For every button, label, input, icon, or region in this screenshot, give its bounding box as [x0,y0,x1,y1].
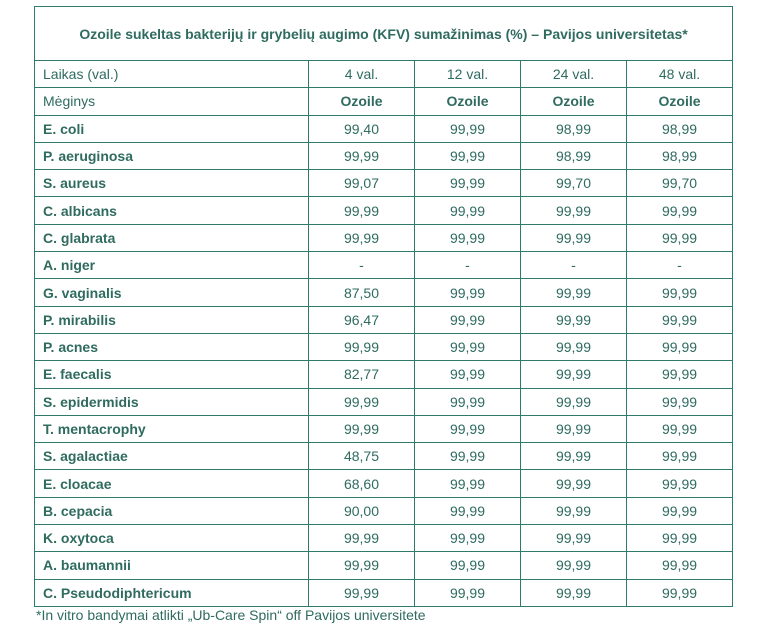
title-row [35,7,733,61]
reduction-value: 99,99 [627,361,733,388]
time-header-row [35,61,733,88]
table-row [35,333,733,360]
reduction-value: 99,99 [627,552,733,579]
reduction-value: 98,99 [521,115,627,142]
table-row [35,252,733,279]
time-4h: 4 val. [309,61,415,88]
reduction-value: 99,99 [521,497,627,524]
organism-name: E. cloacae [35,470,309,497]
reduction-value: 48,75 [309,443,415,470]
table-row [35,306,733,333]
table-row [35,525,733,552]
reduction-value: 82,77 [309,361,415,388]
sample-label: Ozoile [521,88,627,115]
reduction-value: 99,99 [521,470,627,497]
reduction-value: 99,99 [415,361,521,388]
organism-name: E. faecalis [35,361,309,388]
reduction-value: 87,50 [309,279,415,306]
reduction-value: 99,99 [521,224,627,251]
reduction-value: 99,99 [309,579,415,606]
reduction-value: 99,99 [415,470,521,497]
results-table [34,6,733,607]
table-row [35,579,733,606]
organism-name: E. coli [35,115,309,142]
organism-name: T. mentacrophy [35,415,309,442]
reduction-value: - [521,252,627,279]
table-row [35,497,733,524]
table-row [35,224,733,251]
reduction-value: 99,99 [415,197,521,224]
reduction-value: 99,99 [309,142,415,169]
reduction-value: 99,99 [415,525,521,552]
reduction-value: 99,70 [521,170,627,197]
reduction-value: 99,99 [415,170,521,197]
reduction-value: 99,99 [521,552,627,579]
reduction-value: 99,99 [415,552,521,579]
organism-name: A. niger [35,252,309,279]
table-row [35,470,733,497]
organism-name: P. mirabilis [35,306,309,333]
reduction-value: 99,99 [521,415,627,442]
reduction-value: - [415,252,521,279]
reduction-value: 99,99 [415,306,521,333]
reduction-value: 99,99 [521,525,627,552]
reduction-value: 98,99 [521,142,627,169]
reduction-value: 99,99 [309,525,415,552]
reduction-value: 99,99 [415,224,521,251]
organism-name: C. albicans [35,197,309,224]
table-row [35,279,733,306]
table-row [35,115,733,142]
table-row [35,197,733,224]
table-row [35,170,733,197]
reduction-value: 99,99 [415,388,521,415]
organism-name: C. Pseudodiphtericum [35,579,309,606]
reduction-value: 99,99 [415,415,521,442]
reduction-value: 99,99 [415,115,521,142]
reduction-value: 99,99 [309,388,415,415]
organism-name: A. baumannii [35,552,309,579]
reduction-value: 99,99 [521,443,627,470]
organism-name: S. aureus [35,170,309,197]
reduction-value: 99,99 [627,497,733,524]
reduction-value: 99,99 [415,279,521,306]
reduction-value: 99,99 [627,279,733,306]
organism-name: P. acnes [35,333,309,360]
reduction-value: 99,99 [415,142,521,169]
reduction-value: 99,99 [415,333,521,360]
reduction-value: 99,99 [521,361,627,388]
table-body [35,7,733,607]
reduction-value: 99,99 [521,279,627,306]
sample-header: Mėginys [35,88,309,115]
organism-name: C. glabrata [35,224,309,251]
organism-name: P. aeruginosa [35,142,309,169]
sample-label: Ozoile [309,88,415,115]
reduction-value: 96,47 [309,306,415,333]
reduction-value: 99,99 [309,197,415,224]
results-table-container [34,6,732,607]
organism-name: G. vaginalis [35,279,309,306]
time-header: Laikas (val.) [35,61,309,88]
reduction-value: 99,99 [521,197,627,224]
reduction-value: 99,99 [415,497,521,524]
reduction-value: 99,07 [309,170,415,197]
reduction-value: 99,99 [627,443,733,470]
reduction-value: 68,60 [309,470,415,497]
organism-name: K. oxytoca [35,525,309,552]
reduction-value: 99,99 [521,579,627,606]
table-row [35,443,733,470]
reduction-value: 99,99 [627,579,733,606]
reduction-value: 99,99 [521,333,627,360]
table-row [35,142,733,169]
organism-name: B. cepacia [35,497,309,524]
time-24h: 24 val. [521,61,627,88]
organism-name: S. epidermidis [35,388,309,415]
reduction-value: 99,99 [521,306,627,333]
reduction-value: 90,00 [309,497,415,524]
reduction-value: 99,99 [309,224,415,251]
sample-header-row [35,88,733,115]
table-title: Ozoile sukeltas bakterijų ir grybelių augimo (KFV) sumažinimas (%) – Pavijos universitetas* [35,7,733,61]
reduction-value: 99,99 [415,579,521,606]
organism-name: S. agalactiae [35,443,309,470]
reduction-value: 99,99 [415,443,521,470]
sample-label: Ozoile [415,88,521,115]
table-row [35,361,733,388]
table-row [35,552,733,579]
reduction-value: 99,99 [627,470,733,497]
reduction-value: 99,99 [627,388,733,415]
reduction-value: 99,99 [627,197,733,224]
reduction-value: 99,99 [627,306,733,333]
reduction-value: 99,99 [309,333,415,360]
reduction-value: 99,70 [627,170,733,197]
reduction-value: 99,99 [309,415,415,442]
reduction-value: 99,99 [627,415,733,442]
reduction-value: 99,99 [309,552,415,579]
table-row [35,415,733,442]
reduction-value: 98,99 [627,142,733,169]
time-12h: 12 val. [415,61,521,88]
reduction-value: 99,99 [627,333,733,360]
table-row [35,388,733,415]
reduction-value: 99,99 [627,224,733,251]
reduction-value: 98,99 [627,115,733,142]
reduction-value: 99,40 [309,115,415,142]
reduction-value: 99,99 [627,525,733,552]
footnote: *In vitro bandymai atlikti „Ub-Care Spin“ off Pavijos universitete [36,607,426,623]
reduction-value: - [627,252,733,279]
reduction-value: 99,99 [521,388,627,415]
reduction-value: - [309,252,415,279]
sample-label: Ozoile [627,88,733,115]
time-48h: 48 val. [627,61,733,88]
